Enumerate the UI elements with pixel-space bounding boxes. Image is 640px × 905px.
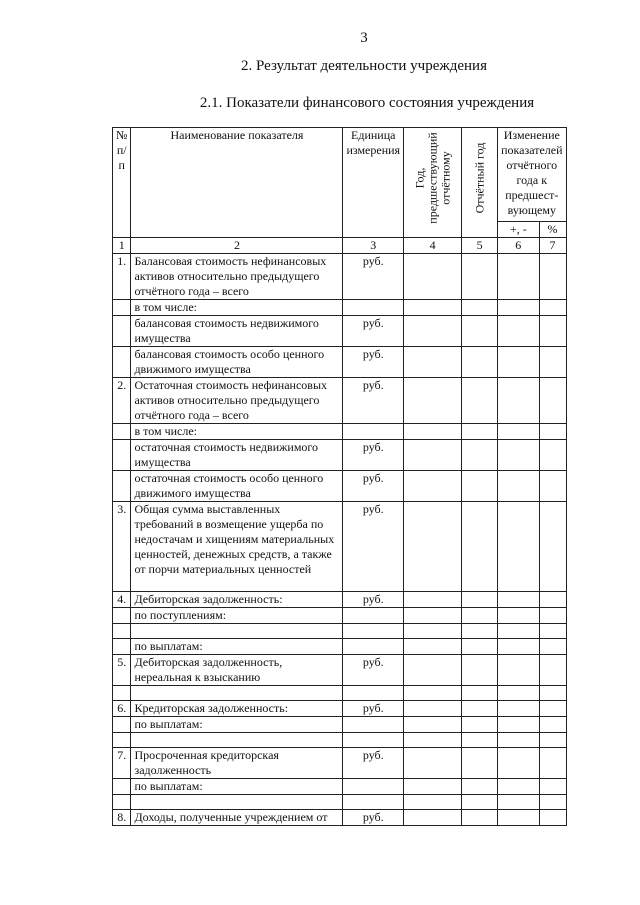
- cell-v7: [539, 748, 566, 779]
- cell-unit: руб.: [343, 378, 404, 424]
- cell-unit: [343, 608, 404, 624]
- cell-name: [131, 624, 343, 639]
- cell-v7: [539, 378, 566, 424]
- cell-v4: [404, 655, 462, 686]
- cell-v7: [539, 502, 566, 592]
- cell-v6: [498, 592, 539, 608]
- cell-v4: [404, 701, 462, 717]
- table-row: [113, 639, 567, 655]
- cell-num: [113, 471, 131, 502]
- subsection-title: 2.1. Показатели финансового состояния учреждения: [199, 95, 535, 111]
- cell-unit: [343, 795, 404, 810]
- cell-name: Просроченная кредиторская задолженность: [131, 748, 343, 779]
- cell-v4: [404, 608, 462, 624]
- cell-name: балансовая стоимость особо ценного движимого имущества: [131, 347, 343, 378]
- cell-v7: [539, 471, 566, 502]
- table-row: [113, 748, 567, 779]
- cell-v6: [498, 655, 539, 686]
- cell-num: [113, 316, 131, 347]
- cell-num: [113, 733, 131, 748]
- cell-unit: руб.: [343, 810, 404, 826]
- cell-v4: [404, 733, 462, 748]
- cell-v6: [498, 440, 539, 471]
- cell-name: [131, 795, 343, 810]
- cell-v7: [539, 639, 566, 655]
- cell-unit: руб.: [343, 471, 404, 502]
- cell-v4: [404, 779, 462, 795]
- cell-v7: [539, 592, 566, 608]
- header-report-year: [462, 128, 498, 238]
- cell-v7: [539, 655, 566, 686]
- cell-v5: [462, 592, 498, 608]
- cell-v7: [539, 701, 566, 717]
- cell-num: [113, 779, 131, 795]
- cell-v5: [462, 471, 498, 502]
- cell-v6: [498, 779, 539, 795]
- table-body: [113, 254, 567, 826]
- table-row: [113, 733, 567, 748]
- table-row: [113, 502, 567, 592]
- cell-v6: [498, 378, 539, 424]
- cell-num: 5.: [113, 655, 131, 686]
- header-change-abs: +, -: [498, 222, 539, 238]
- cell-v6: [498, 639, 539, 655]
- cell-v5: [462, 795, 498, 810]
- cell-unit: руб.: [343, 347, 404, 378]
- table-row: [113, 471, 567, 502]
- table-row: [113, 592, 567, 608]
- cell-v5: [462, 378, 498, 424]
- cell-v7: [539, 717, 566, 733]
- colnum-7: 7: [539, 238, 566, 254]
- cell-name: по выплатам:: [131, 717, 343, 733]
- cell-name: остаточная стоимость особо ценного движимого имущества: [131, 471, 343, 502]
- cell-num: [113, 624, 131, 639]
- header-report-year-label: Отчётный год: [472, 142, 487, 214]
- cell-name: по поступлениям:: [131, 608, 343, 624]
- table-row: [113, 717, 567, 733]
- cell-name: Дебиторская задолженность:: [131, 592, 343, 608]
- table-row: [113, 779, 567, 795]
- cell-v6: [498, 347, 539, 378]
- cell-v5: [462, 733, 498, 748]
- cell-v5: [462, 316, 498, 347]
- cell-v6: [498, 254, 539, 300]
- cell-v4: [404, 347, 462, 378]
- header-prev-year: [404, 128, 462, 238]
- cell-v7: [539, 733, 566, 748]
- cell-name: Дебиторская задолженность, нереальная к взысканию: [131, 655, 343, 686]
- cell-name: Общая сумма выставленных требований в возмещение ущерба по недостачам и хищениям материальных ценностей, денежных средств, а также от порчи материальных ценностей: [131, 502, 343, 592]
- cell-v6: [498, 471, 539, 502]
- cell-v4: [404, 748, 462, 779]
- cell-v6: [498, 502, 539, 592]
- cell-unit: [343, 424, 404, 440]
- header-name: Наименование показателя: [131, 128, 343, 238]
- cell-unit: руб.: [343, 254, 404, 300]
- cell-v7: [539, 424, 566, 440]
- cell-unit: руб.: [343, 748, 404, 779]
- cell-unit: [343, 639, 404, 655]
- cell-unit: [343, 733, 404, 748]
- cell-v7: [539, 795, 566, 810]
- header-num: № п/п: [113, 128, 131, 238]
- header-change: Изменение показателей отчётного года к предшест-вующему: [498, 128, 566, 222]
- cell-v5: [462, 624, 498, 639]
- table-row: [113, 254, 567, 300]
- cell-v6: [498, 795, 539, 810]
- cell-v6: [498, 733, 539, 748]
- colnum-5: 5: [462, 238, 498, 254]
- cell-num: [113, 347, 131, 378]
- cell-v7: [539, 779, 566, 795]
- cell-v5: [462, 608, 498, 624]
- cell-v4: [404, 795, 462, 810]
- cell-v7: [539, 300, 566, 316]
- cell-unit: [343, 717, 404, 733]
- colnum-4: 4: [404, 238, 462, 254]
- cell-name: Остаточная стоимость нефинансовых активов относительно предыдущего отчётного года – всего: [131, 378, 343, 424]
- table-row: [113, 624, 567, 639]
- cell-v7: [539, 347, 566, 378]
- cell-v7: [539, 440, 566, 471]
- table-row: [113, 701, 567, 717]
- cell-v4: [404, 316, 462, 347]
- cell-unit: [343, 300, 404, 316]
- cell-v5: [462, 639, 498, 655]
- cell-v4: [404, 592, 462, 608]
- financial-indicators-table: [112, 127, 567, 826]
- cell-v5: [462, 748, 498, 779]
- table-row: [113, 608, 567, 624]
- cell-name: по выплатам:: [131, 779, 343, 795]
- colnum-2: 2: [131, 238, 343, 254]
- cell-unit: [343, 686, 404, 701]
- cell-v5: [462, 440, 498, 471]
- cell-name: балансовая стоимость недвижимого имущества: [131, 316, 343, 347]
- header-row: [113, 128, 567, 222]
- cell-num: [113, 440, 131, 471]
- colnum-1: 1: [113, 238, 131, 254]
- cell-v6: [498, 701, 539, 717]
- cell-name: [131, 686, 343, 701]
- table-row: [113, 316, 567, 347]
- header-prev-year-label: Год, предшествующий отчётному: [412, 132, 453, 224]
- cell-name: Балансовая стоимость нефинансовых активов относительно предыдущего отчётного года – всего: [131, 254, 343, 300]
- cell-v4: [404, 300, 462, 316]
- cell-v5: [462, 701, 498, 717]
- colnum-6: 6: [498, 238, 539, 254]
- cell-v7: [539, 810, 566, 826]
- cell-unit: руб.: [343, 502, 404, 592]
- cell-v4: [404, 378, 462, 424]
- cell-v4: [404, 254, 462, 300]
- cell-unit: [343, 779, 404, 795]
- cell-num: [113, 608, 131, 624]
- cell-v5: [462, 300, 498, 316]
- cell-num: [113, 424, 131, 440]
- cell-num: 3.: [113, 502, 131, 592]
- cell-v7: [539, 686, 566, 701]
- cell-unit: [343, 624, 404, 639]
- cell-unit: руб.: [343, 440, 404, 471]
- cell-v5: [462, 810, 498, 826]
- cell-v5: [462, 424, 498, 440]
- cell-name: Кредиторская задолженность:: [131, 701, 343, 717]
- cell-v6: [498, 424, 539, 440]
- cell-v6: [498, 686, 539, 701]
- cell-v7: [539, 624, 566, 639]
- cell-v4: [404, 440, 462, 471]
- table-row: [113, 347, 567, 378]
- cell-v4: [404, 502, 462, 592]
- table-row: [113, 378, 567, 424]
- cell-name: в том числе:: [131, 300, 343, 316]
- cell-v5: [462, 779, 498, 795]
- cell-v4: [404, 686, 462, 701]
- cell-v7: [539, 254, 566, 300]
- cell-unit: руб.: [343, 701, 404, 717]
- cell-num: [113, 717, 131, 733]
- cell-v6: [498, 748, 539, 779]
- cell-v4: [404, 424, 462, 440]
- page-number: 3: [360, 30, 368, 46]
- cell-name: по выплатам:: [131, 639, 343, 655]
- cell-num: [113, 795, 131, 810]
- cell-num: 8.: [113, 810, 131, 826]
- cell-v7: [539, 608, 566, 624]
- cell-v5: [462, 655, 498, 686]
- cell-num: 1.: [113, 254, 131, 300]
- cell-v5: [462, 502, 498, 592]
- cell-num: [113, 686, 131, 701]
- cell-name: [131, 733, 343, 748]
- cell-name: в том числе:: [131, 424, 343, 440]
- cell-name: остаточная стоимость недвижимого имущества: [131, 440, 343, 471]
- cell-v5: [462, 254, 498, 300]
- table-row: [113, 655, 567, 686]
- table-row: [113, 795, 567, 810]
- cell-num: 7.: [113, 748, 131, 779]
- colnum-3: 3: [343, 238, 404, 254]
- cell-v6: [498, 717, 539, 733]
- cell-v6: [498, 810, 539, 826]
- cell-num: 4.: [113, 592, 131, 608]
- cell-v5: [462, 717, 498, 733]
- cell-num: [113, 639, 131, 655]
- cell-name: Доходы, полученные учреждением от: [131, 810, 343, 826]
- cell-v5: [462, 347, 498, 378]
- cell-unit: руб.: [343, 592, 404, 608]
- section-title: 2. Результат деятельности учреждения: [241, 58, 487, 74]
- cell-v4: [404, 639, 462, 655]
- cell-v4: [404, 717, 462, 733]
- table-row: [113, 440, 567, 471]
- cell-v4: [404, 810, 462, 826]
- cell-num: 2.: [113, 378, 131, 424]
- header-unit: Единица измерения: [343, 128, 404, 238]
- cell-v6: [498, 300, 539, 316]
- cell-num: 6.: [113, 701, 131, 717]
- cell-v4: [404, 624, 462, 639]
- cell-num: [113, 300, 131, 316]
- table-row: [113, 810, 567, 826]
- table-row: [113, 686, 567, 701]
- cell-v6: [498, 608, 539, 624]
- cell-unit: руб.: [343, 316, 404, 347]
- cell-v4: [404, 471, 462, 502]
- table-row: [113, 424, 567, 440]
- column-numbers-row: [113, 238, 567, 254]
- cell-v6: [498, 624, 539, 639]
- cell-v7: [539, 316, 566, 347]
- table-row: [113, 300, 567, 316]
- cell-v6: [498, 316, 539, 347]
- cell-unit: руб.: [343, 655, 404, 686]
- cell-v5: [462, 686, 498, 701]
- header-change-pct: %: [539, 222, 566, 238]
